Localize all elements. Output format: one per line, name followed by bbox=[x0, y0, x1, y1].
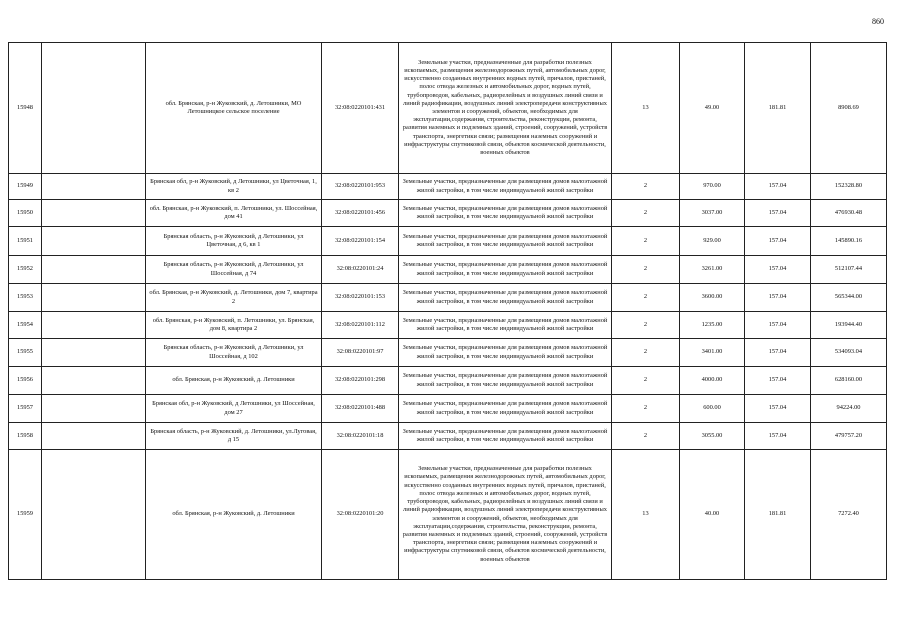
empty-cell bbox=[42, 200, 146, 227]
address-cell: Брянская область, р-н Жуковский, д Летошники, ул Шоссейная, д 74 bbox=[146, 256, 322, 284]
address-cell: обл. Брянская, р-н Жуковский, д. Летошники bbox=[146, 450, 322, 580]
group-cell: 2 bbox=[612, 200, 680, 227]
empty-cell bbox=[42, 367, 146, 395]
land-use-cell: Земельные участки, предназначенные для разработки полезных ископаемых, размещения железнодорожных путей, автомобильных дорог, искусственно созданных внутренних водных путей, причалов, пристаней, полос отвода железных и автомобильных дорог, водных путей, трубопроводов, кабельных, радиорелейных и воздушных линий связи и линий радиофикации, воздушных линий электропередачи конструктивных элементов и сооружений, объектов, необходимых для эксплуатации,содержания, строительства, реконструкции, ремонта, развития наземных и подземных зданий, строений, сооружений, устройств транспорта, энергетики связи; размещения наземных сооружений и инфраструктуры спутниковой связи, объектов космической деятельности, военных объектов bbox=[399, 450, 612, 580]
area-cell: 3055.00 bbox=[680, 423, 745, 450]
cadastral-number-cell: 32:08:0220101:153 bbox=[322, 284, 399, 312]
empty-cell bbox=[42, 395, 146, 423]
table-row bbox=[9, 284, 887, 312]
row-number: 15951 bbox=[9, 227, 42, 256]
cadastral-number-cell: 32:08:0220101:154 bbox=[322, 227, 399, 256]
row-number: 15955 bbox=[9, 339, 42, 367]
table-body bbox=[9, 43, 887, 580]
group-cell: 2 bbox=[612, 256, 680, 284]
address-cell: Брянская область, р-н Жуковский, д. Летошники, ул.Луговая, д 15 bbox=[146, 423, 322, 450]
cadastral-number-cell: 32:08:0220101:953 bbox=[322, 174, 399, 200]
empty-cell bbox=[42, 174, 146, 200]
rate-cell: 181.81 bbox=[745, 43, 811, 174]
table-row bbox=[9, 174, 887, 200]
empty-cell bbox=[42, 423, 146, 450]
row-number: 15949 bbox=[9, 174, 42, 200]
empty-cell bbox=[42, 43, 146, 174]
empty-cell bbox=[42, 450, 146, 580]
cadastral-value-table bbox=[8, 42, 887, 580]
land-use-cell: Земельные участки, предназначенные для размещения домов малоэтажной жилой застройки, в том числе индивидуальной жилой застройки bbox=[399, 423, 612, 450]
land-use-cell: Земельные участки, предназначенные для размещения домов малоэтажной жилой застройки, в том числе индивидуальной жилой застройки bbox=[399, 227, 612, 256]
area-cell: 3401.00 bbox=[680, 339, 745, 367]
table-row bbox=[9, 339, 887, 367]
cadastral-value-cell: 476930.48 bbox=[811, 200, 887, 227]
table-row bbox=[9, 200, 887, 227]
group-cell: 13 bbox=[612, 43, 680, 174]
address-cell: обл. Брянская, р-н Жуковский, п. Летошники, ул. Брянская, дом 8, квартира 2 bbox=[146, 312, 322, 339]
table-row bbox=[9, 367, 887, 395]
row-number: 15952 bbox=[9, 256, 42, 284]
land-use-cell: Земельные участки, предназначенные для размещения домов малоэтажной жилой застройки, в том числе индивидуальной жилой застройки bbox=[399, 200, 612, 227]
land-use-cell: Земельные участки, предназначенные для размещения домов малоэтажной жилой застройки, в том числе индивидуальной жилой застройки bbox=[399, 339, 612, 367]
address-cell: Брянская обл, р-н Жуковский, д Летошники, ул Шоссейная, дом 27 bbox=[146, 395, 322, 423]
cadastral-value-cell: 193944.40 bbox=[811, 312, 887, 339]
empty-cell bbox=[42, 256, 146, 284]
rate-cell: 157.04 bbox=[745, 256, 811, 284]
land-use-cell: Земельные участки, предназначенные для размещения домов малоэтажной жилой застройки, в том числе индивидуальной жилой застройки bbox=[399, 395, 612, 423]
table-row bbox=[9, 256, 887, 284]
cadastral-number-cell: 32:08:0220101:20 bbox=[322, 450, 399, 580]
row-number: 15958 bbox=[9, 423, 42, 450]
area-cell: 970.00 bbox=[680, 174, 745, 200]
land-use-cell: Земельные участки, предназначенные для размещения домов малоэтажной жилой застройки, в том числе индивидуальной жилой застройки bbox=[399, 256, 612, 284]
area-cell: 1235.00 bbox=[680, 312, 745, 339]
group-cell: 2 bbox=[612, 312, 680, 339]
table-row bbox=[9, 423, 887, 450]
rate-cell: 157.04 bbox=[745, 339, 811, 367]
area-cell: 40.00 bbox=[680, 450, 745, 580]
cadastral-value-cell: 628160.00 bbox=[811, 367, 887, 395]
cadastral-value-cell: 512107.44 bbox=[811, 256, 887, 284]
rate-cell: 157.04 bbox=[745, 367, 811, 395]
area-cell: 3261.00 bbox=[680, 256, 745, 284]
empty-cell bbox=[42, 312, 146, 339]
group-cell: 2 bbox=[612, 174, 680, 200]
area-cell: 3600.00 bbox=[680, 284, 745, 312]
table-row bbox=[9, 227, 887, 256]
rate-cell: 157.04 bbox=[745, 423, 811, 450]
group-cell: 2 bbox=[612, 367, 680, 395]
cadastral-value-cell: 534093.04 bbox=[811, 339, 887, 367]
cadastral-value-cell: 565344.00 bbox=[811, 284, 887, 312]
land-use-cell: Земельные участки, предназначенные для разработки полезных ископаемых, размещения железнодорожных путей, автомобильных дорог, искусственно созданных внутренних водных путей, причалов, пристаней, полос отвода железных и автомобильных дорог, водных путей, трубопроводов, кабельных, радиорелейных и воздушных линий связи и линий радиофикации, воздушных линий электропередачи конструктивных элементов и сооружений, объектов, необходимых для эксплуатации,содержания, строительства, реконструкции, ремонта, развития наземных и подземных зданий, строений, сооружений, устройств транспорта, энергетики связи; размещения наземных сооружений и инфраструктуры спутниковой связи, объектов космической деятельности, военных объектов bbox=[399, 43, 612, 174]
cadastral-number-cell: 32:08:0220101:298 bbox=[322, 367, 399, 395]
address-cell: Брянская область, р-н Жуковский, д Летошники, ул Шоссейная, д 102 bbox=[146, 339, 322, 367]
cadastral-number-cell: 32:08:0220101:112 bbox=[322, 312, 399, 339]
table-row bbox=[9, 43, 887, 174]
group-cell: 2 bbox=[612, 423, 680, 450]
address-cell: Брянская обл, р-н Жуковский, д Летошники, ул Цветочная, 1, кв 2 bbox=[146, 174, 322, 200]
page-number: 860 bbox=[872, 17, 884, 26]
empty-cell bbox=[42, 339, 146, 367]
rate-cell: 157.04 bbox=[745, 227, 811, 256]
land-use-cell: Земельные участки, предназначенные для размещения домов малоэтажной жилой застройки, в том числе индивидуальной жилой застройки bbox=[399, 367, 612, 395]
table-row bbox=[9, 312, 887, 339]
row-number: 15959 bbox=[9, 450, 42, 580]
empty-cell bbox=[42, 227, 146, 256]
empty-cell bbox=[42, 284, 146, 312]
rate-cell: 157.04 bbox=[745, 284, 811, 312]
group-cell: 13 bbox=[612, 450, 680, 580]
cadastral-value-cell: 8908.69 bbox=[811, 43, 887, 174]
land-use-cell: Земельные участки, предназначенные для размещения домов малоэтажной жилой застройки, в том числе индивидуальной жилой застройки bbox=[399, 284, 612, 312]
rate-cell: 157.04 bbox=[745, 312, 811, 339]
address-cell: обл. Брянская, р-н Жуковский, д. Летошники, МО Летошницкое сельское поселение bbox=[146, 43, 322, 174]
group-cell: 2 bbox=[612, 339, 680, 367]
area-cell: 3037.00 bbox=[680, 200, 745, 227]
cadastral-value-cell: 479757.20 bbox=[811, 423, 887, 450]
cadastral-value-cell: 152328.80 bbox=[811, 174, 887, 200]
land-use-cell: Земельные участки, предназначенные для размещения домов малоэтажной жилой застройки, в том числе индивидуальной жилой застройки bbox=[399, 174, 612, 200]
row-number: 15950 bbox=[9, 200, 42, 227]
cadastral-number-cell: 32:08:0220101:18 bbox=[322, 423, 399, 450]
rate-cell: 181.81 bbox=[745, 450, 811, 580]
row-number: 15957 bbox=[9, 395, 42, 423]
group-cell: 2 bbox=[612, 227, 680, 256]
cadastral-number-cell: 32:08:0220101:456 bbox=[322, 200, 399, 227]
cadastral-number-cell: 32:08:0220101:488 bbox=[322, 395, 399, 423]
row-number: 15954 bbox=[9, 312, 42, 339]
cadastral-number-cell: 32:08:0220101:97 bbox=[322, 339, 399, 367]
address-cell: Брянская область, р-н Жуковский, д Летошники, ул Цветочная, д 6, кв 1 bbox=[146, 227, 322, 256]
land-use-cell: Земельные участки, предназначенные для размещения домов малоэтажной жилой застройки, в том числе индивидуальной жилой застройки bbox=[399, 312, 612, 339]
table-row bbox=[9, 395, 887, 423]
rate-cell: 157.04 bbox=[745, 200, 811, 227]
cadastral-value-cell: 7272.40 bbox=[811, 450, 887, 580]
group-cell: 2 bbox=[612, 284, 680, 312]
address-cell: обл. Брянская, р-н Жуковский, д. Летошники bbox=[146, 367, 322, 395]
area-cell: 600.00 bbox=[680, 395, 745, 423]
cadastral-value-cell: 94224.00 bbox=[811, 395, 887, 423]
address-cell: обл. Брянская, р-н Жуковский, п. Летошники, ул. Шоссейная, дом 41 bbox=[146, 200, 322, 227]
area-cell: 929.00 bbox=[680, 227, 745, 256]
row-number: 15956 bbox=[9, 367, 42, 395]
area-cell: 4000.00 bbox=[680, 367, 745, 395]
cadastral-number-cell: 32:08:0220101:431 bbox=[322, 43, 399, 174]
cadastral-number-cell: 32:08:0220101:24 bbox=[322, 256, 399, 284]
area-cell: 49.00 bbox=[680, 43, 745, 174]
cadastral-value-cell: 145890.16 bbox=[811, 227, 887, 256]
group-cell: 2 bbox=[612, 395, 680, 423]
rate-cell: 157.04 bbox=[745, 395, 811, 423]
row-number: 15948 bbox=[9, 43, 42, 174]
rate-cell: 157.04 bbox=[745, 174, 811, 200]
address-cell: обл. Брянская, р-н Жуковский, д. Летошники, дом 7, квартира 2 bbox=[146, 284, 322, 312]
row-number: 15953 bbox=[9, 284, 42, 312]
table-row bbox=[9, 450, 887, 580]
